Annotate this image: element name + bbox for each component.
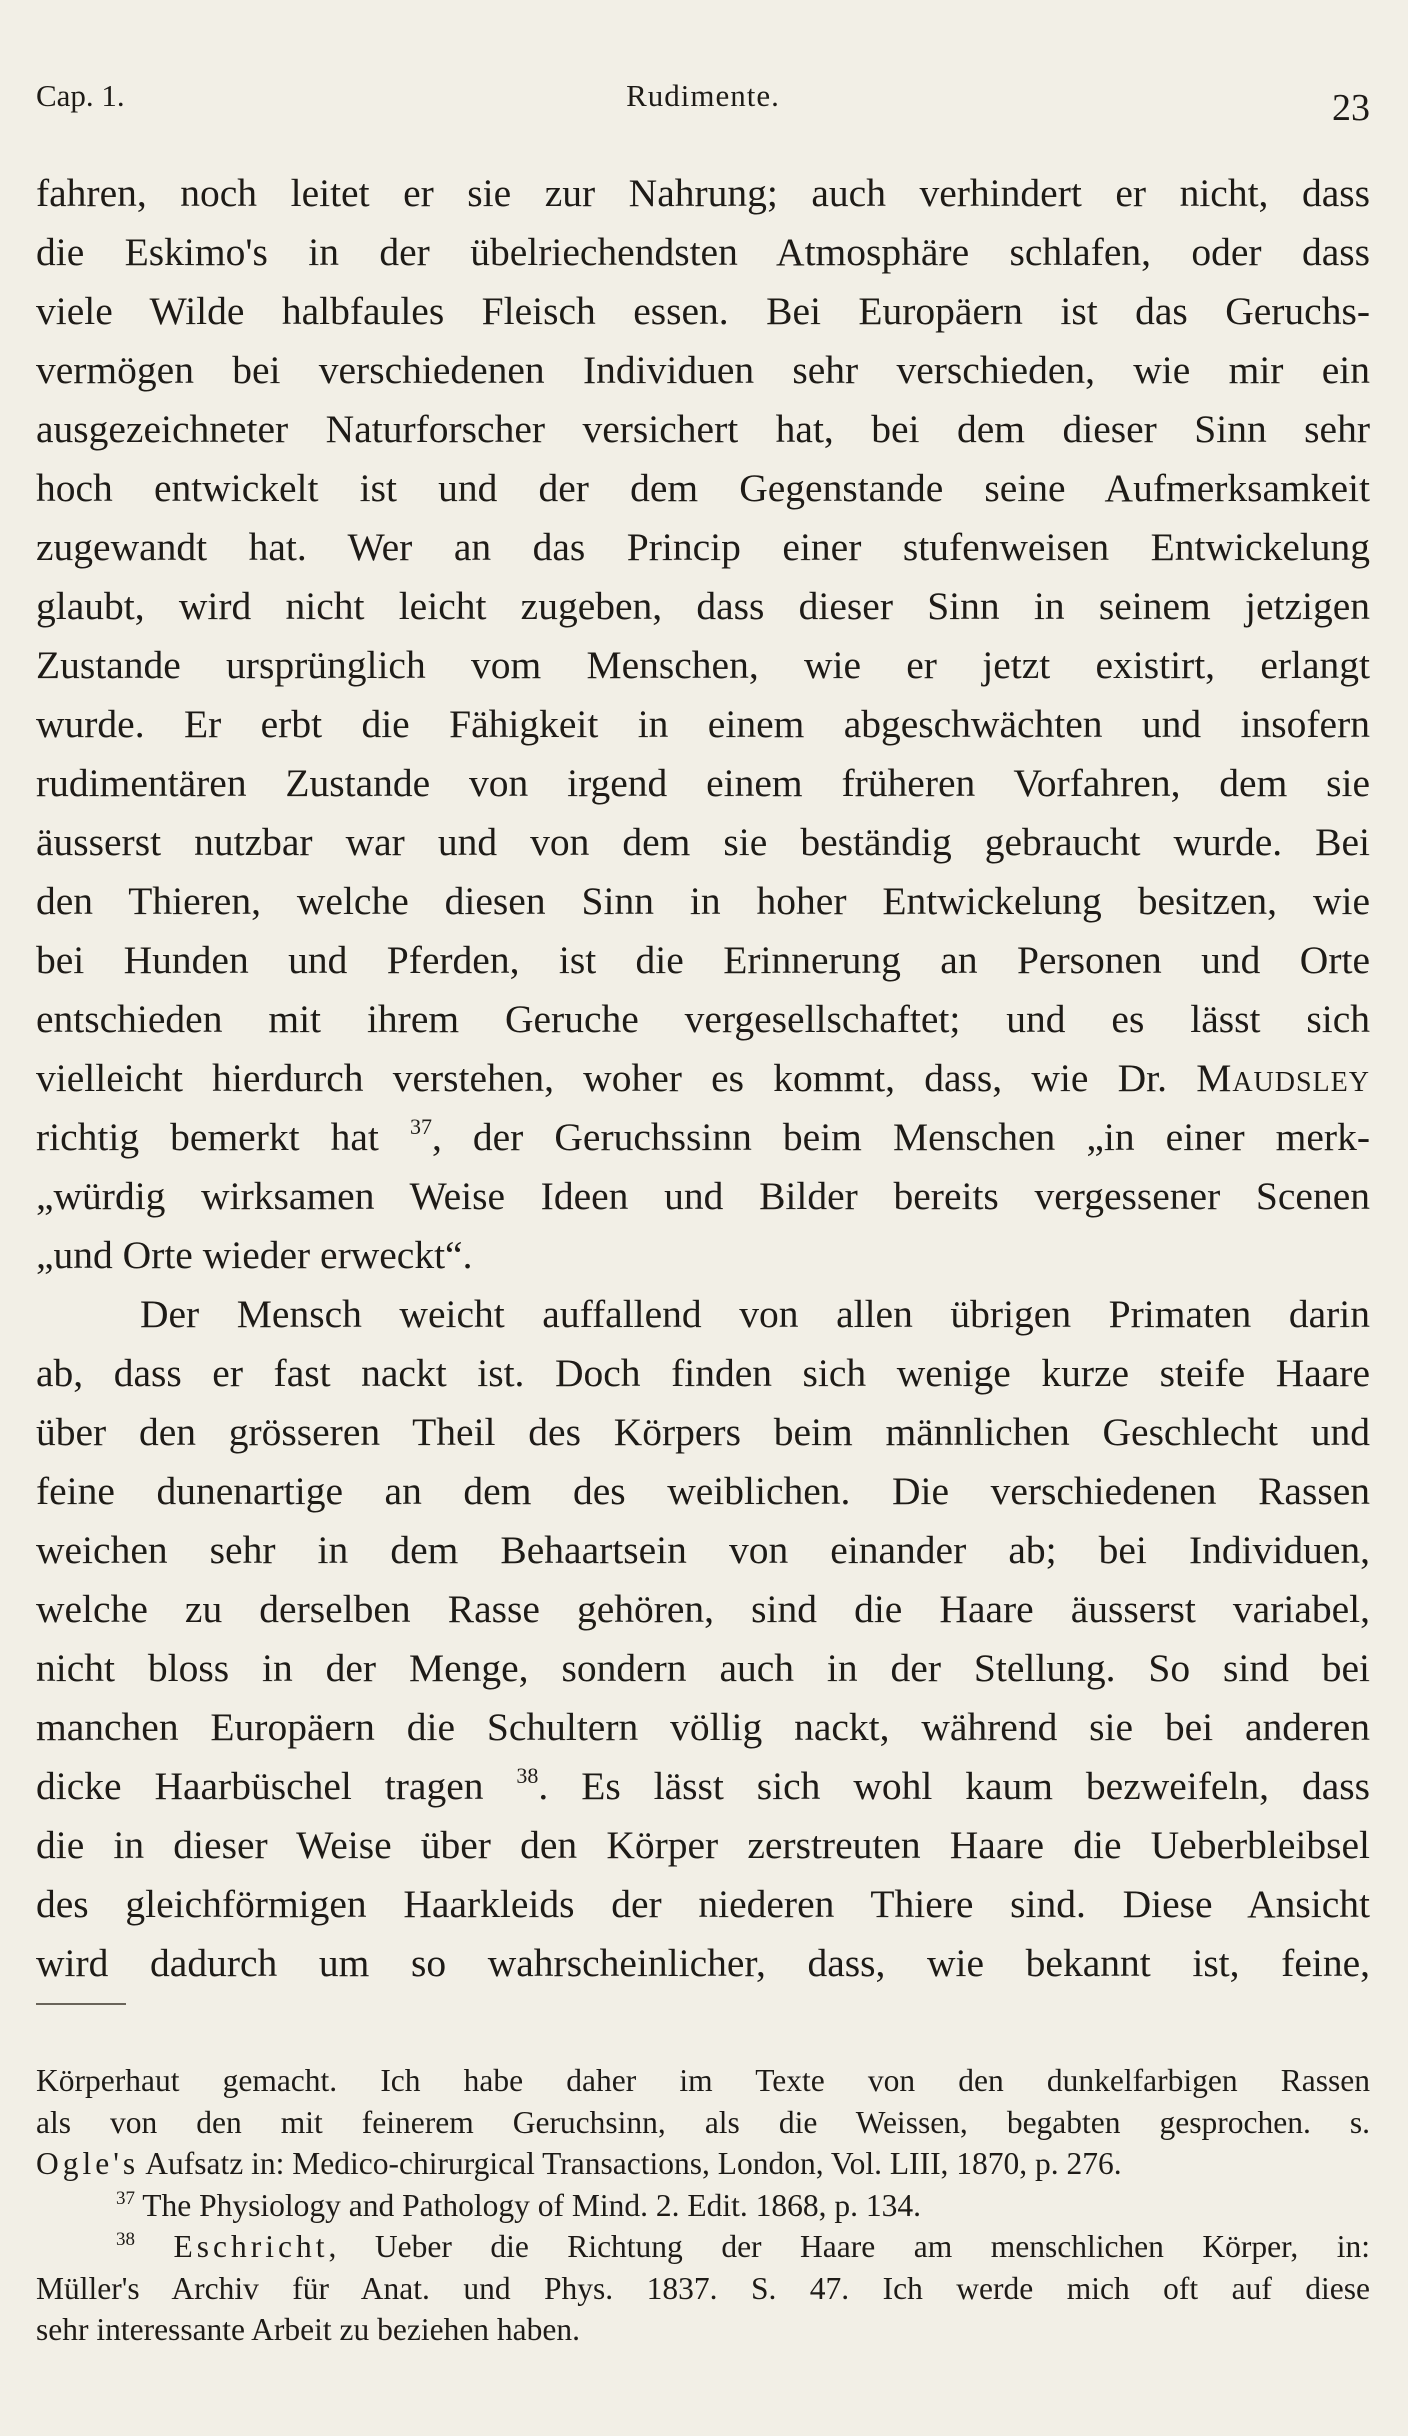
text-segment: , Ueber die Richtung der Haare am menschlichen Körper, in:	[328, 2229, 1370, 2264]
text-line-maudsley	[36, 1049, 1370, 1108]
text-line: welche zu derselben Rasse gehören, sind die Haare äusserst variabel,	[36, 1587, 1370, 1631]
footnotes	[36, 2060, 1370, 2351]
text-line: entschieden mit ihrem Geruche vergesellschaftet; und es lässt sich	[36, 997, 1370, 1041]
text-line: wird dadurch um so wahrscheinlicher, dass, wie bekannt ist, feine,	[36, 1941, 1370, 1985]
chapter-label: Cap. 1.	[36, 78, 125, 113]
footnote-number-38: 38	[116, 2229, 135, 2250]
text-line: weichen sehr in dem Behaartsein von einander ab; bei Individuen,	[36, 1528, 1370, 1572]
footnote-ref-38[interactable]: 38	[516, 1763, 539, 1788]
footnote-line: als von den mit feinerem Geruchsinn, als die Weissen, begabten gesprochen. s.	[36, 2104, 1370, 2140]
footnote-line: Müller's Archiv für Anat. und Phys. 1837. S. 47. Ich werde mich oft auf diese	[36, 2270, 1370, 2306]
running-header	[36, 70, 1370, 130]
text-segment: Aufsatz in: Medico-chirurgical Transactions, London, Vol. LIII, 1870, p. 276.	[139, 2146, 1122, 2181]
text-line: zugewandt hat. Wer an das Princip einer stufenweisen Entwickelung	[36, 525, 1370, 569]
text-line-with-footnote-ref	[36, 1757, 1370, 1816]
text-segment: richtig bemerkt hat	[36, 1115, 379, 1159]
text-line: manchen Europäern die Schultern völlig nackt, während sie bei anderen	[36, 1705, 1370, 1749]
footnote-line	[36, 2143, 1370, 2185]
footnote-number-37: 37	[116, 2187, 135, 2209]
text-line: vermögen bei verschiedenen Individuen sehr verschieden, wie mir ein	[36, 348, 1370, 392]
footnote-divider	[36, 2003, 126, 2005]
text-line: fahren, noch leitet er sie zur Nahrung; auch verhindert er nicht, dass	[36, 171, 1370, 215]
text-line-with-footnote-ref	[36, 1108, 1370, 1167]
author-name-eschricht: Eschricht	[173, 2229, 329, 2264]
text-line: feine dunenartige an dem des weiblichen. Die verschiedenen Rassen	[36, 1469, 1370, 1513]
author-name-ogle: Ogle's	[36, 2146, 140, 2181]
text-line: die Eskimo's in der übelriechendsten Atmosphäre schlafen, oder dass	[36, 230, 1370, 274]
footnote-line: sehr interessante Arbeit zu beziehen haben.	[36, 2312, 581, 2347]
text-line: äusserst nutzbar war und von dem sie beständig gebraucht wurde. Bei	[36, 820, 1370, 864]
text-line: des gleichförmigen Haarkleids der niederen Thiere sind. Diese Ansicht	[36, 1882, 1370, 1926]
text-line: ab, dass er fast nackt ist. Doch finden sich wenige kurze steife Haare	[36, 1351, 1370, 1395]
main-text	[36, 164, 1370, 1993]
footnote-38	[36, 2226, 1370, 2268]
text-segment: The Physiology and Pathology of Mind. 2. Edit. 1868, p. 134.	[135, 2187, 922, 2223]
author-name-maudsley: Maudsley	[1196, 1056, 1370, 1100]
text-line: nicht bloss in der Menge, sondern auch in der Stellung. So sind bei	[36, 1646, 1370, 1690]
text-line: ausgezeichneter Naturforscher versichert hat, bei dem dieser Sinn sehr	[36, 407, 1370, 451]
text-segment: dicke Haarbüschel tragen	[36, 1764, 484, 1808]
text-segment: , der Geruchssinn beim Menschen „in einer merk-	[431, 1115, 1370, 1159]
footnote-37	[36, 2185, 1370, 2227]
text-line: Zustande ursprünglich vom Menschen, wie er jetzt existirt, erlangt	[36, 643, 1370, 687]
text-segment: vielleicht hierdurch verstehen, woher es kommt, dass, wie Dr.	[36, 1056, 1167, 1100]
text-line: hoch entwickelt ist und der dem Gegenstande seine Aufmerksamkeit	[36, 466, 1370, 510]
paragraph-start: Der Mensch weicht auffallend von allen übrigen Primaten darin	[140, 1292, 1370, 1336]
text-line: glaubt, wird nicht leicht zugeben, dass dieser Sinn in seinem jetzigen	[36, 584, 1370, 628]
text-line: „und Orte wieder erweckt“.	[36, 1233, 473, 1277]
text-line: bei Hunden und Pferden, ist die Erinnerung an Personen und Orte	[36, 938, 1370, 982]
footnote-ref-37[interactable]: 37	[409, 1114, 432, 1139]
page-number: 23	[1332, 87, 1370, 129]
text-line: die in dieser Weise über den Körper zerstreuten Haare die Ueberbleibsel	[36, 1823, 1370, 1867]
text-line: den Thieren, welche diesen Sinn in hoher Entwickelung besitzen, wie	[36, 879, 1370, 923]
running-title: Rudimente.	[626, 78, 780, 113]
text-line: rudimentären Zustande von irgend einem früheren Vorfahren, dem sie	[36, 761, 1370, 805]
text-line: wurde. Er erbt die Fähigkeit in einem abgeschwächten und insofern	[36, 702, 1370, 746]
text-line: viele Wilde halbfaules Fleisch essen. Bei Europäern ist das Geruchs-	[36, 289, 1370, 333]
text-line: über den grösseren Theil des Körpers beim männlichen Geschlecht und	[36, 1410, 1370, 1454]
text-segment: . Es lässt sich wohl kaum bezweifeln, dass	[538, 1764, 1370, 1808]
text-line: „würdig wirksamen Weise Ideen und Bilder bereits vergessener Scenen	[36, 1174, 1370, 1218]
footnote-line: Körperhaut gemacht. Ich habe daher im Texte von den dunkelfarbigen Rassen	[36, 2063, 1370, 2098]
